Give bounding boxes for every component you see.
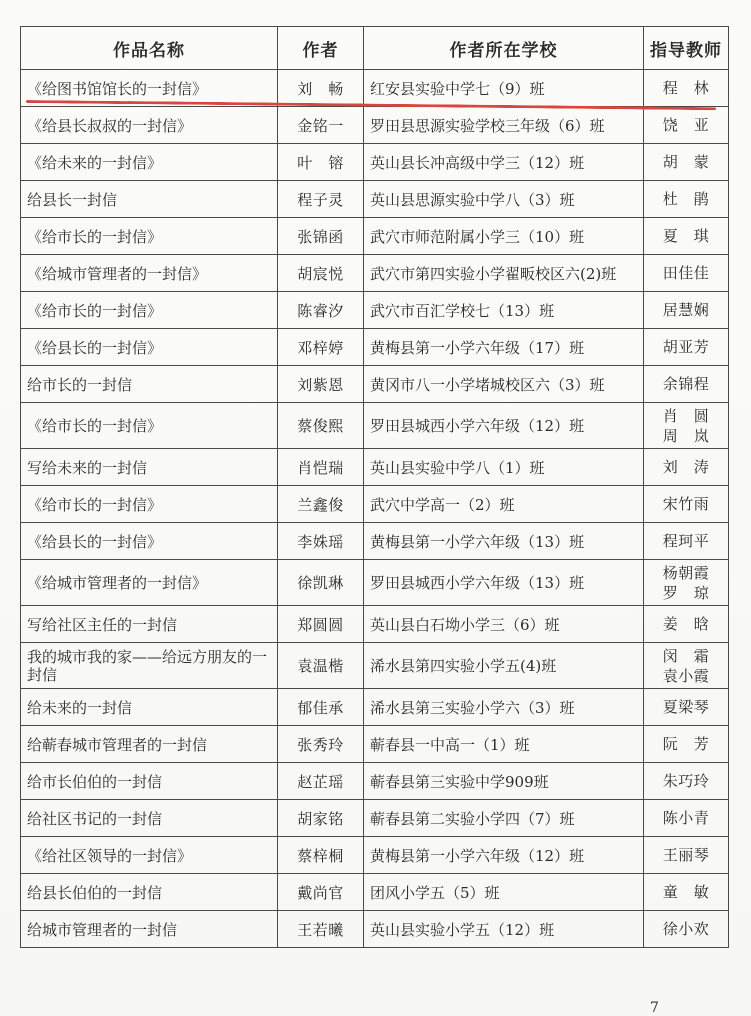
cell-title: 《给未来的一封信》 xyxy=(21,144,278,181)
table-row xyxy=(21,486,729,523)
cell-title: 《给图书馆馆长的一封信》 xyxy=(21,70,278,107)
cell-title: 给县长一封信 xyxy=(21,181,278,218)
teacher-name: 周 岚 xyxy=(662,426,710,445)
cell-author: 张秀玲 xyxy=(278,726,364,763)
header-title: 作品名称 xyxy=(21,27,278,70)
teacher-name: 程珂平 xyxy=(662,532,710,550)
cell-title: 给未来的一封信 xyxy=(21,689,278,726)
cell-author: 郑圆圆 xyxy=(278,606,364,643)
cell-title: 《给城市管理者的一封信》 xyxy=(21,255,278,292)
cell-author: 刘紫恩 xyxy=(278,366,364,403)
table-row xyxy=(21,763,729,800)
cell-school: 英山县思源实验中学八（3）班 xyxy=(364,181,644,218)
cell-school: 蕲春县第三实验中学909班 xyxy=(364,763,644,800)
table-row xyxy=(21,218,729,255)
cell-author: 赵芷瑶 xyxy=(278,763,364,800)
cell-teacher xyxy=(644,218,729,255)
table-row xyxy=(21,144,729,181)
cell-school: 英山县白石坳小学三（6）班 xyxy=(364,606,644,643)
cell-teacher xyxy=(644,366,729,403)
cell-teacher xyxy=(644,486,729,523)
cell-teacher xyxy=(644,606,729,643)
cell-school: 黄梅县第一小学六年级（12）班 xyxy=(364,837,644,874)
cell-school: 红安县实验中学七（9）班 xyxy=(364,70,644,107)
cell-teacher xyxy=(644,329,729,366)
teacher-name: 肖 圆 xyxy=(662,406,710,425)
header-author: 作者 xyxy=(278,27,364,70)
cell-author: 蔡俊熙 xyxy=(278,403,364,449)
teacher-name: 居慧娴 xyxy=(662,301,710,319)
teacher-name: 程 林 xyxy=(662,79,710,97)
cell-teacher xyxy=(644,107,729,144)
cell-school: 团风小学五（5）班 xyxy=(364,874,644,911)
cell-teacher xyxy=(644,911,729,948)
cell-teacher xyxy=(644,874,729,911)
cell-teacher xyxy=(644,560,729,606)
cell-school: 罗田县城西小学六年级（13）班 xyxy=(364,560,644,606)
cell-title: 给市长的一封信 xyxy=(21,366,278,403)
cell-author: 蔡梓桐 xyxy=(278,837,364,874)
table-row xyxy=(21,689,729,726)
cell-school: 英山县实验小学五（12）班 xyxy=(364,911,644,948)
teacher-name: 罗 琼 xyxy=(662,583,710,602)
table-row xyxy=(21,726,729,763)
teacher-name: 夏梁琴 xyxy=(662,698,710,716)
table-row xyxy=(21,837,729,874)
cell-school: 浠水县第三实验小学六（3）班 xyxy=(364,689,644,726)
cell-teacher xyxy=(644,689,729,726)
cell-title: 给县长伯伯的一封信 xyxy=(21,874,278,911)
teacher-name: 夏 琪 xyxy=(662,227,710,245)
teacher-name: 胡亚芳 xyxy=(662,338,710,356)
header-teacher: 指导教师 xyxy=(644,27,729,70)
table-row xyxy=(21,606,729,643)
teacher-name: 王丽琴 xyxy=(662,846,710,864)
cell-teacher xyxy=(644,144,729,181)
teacher-name: 童 敏 xyxy=(662,883,710,901)
table-row xyxy=(21,874,729,911)
cell-school: 武穴市师范附属小学三（10）班 xyxy=(364,218,644,255)
table-body xyxy=(21,70,729,948)
cell-author: 张锦函 xyxy=(278,218,364,255)
cell-teacher xyxy=(644,181,729,218)
cell-teacher xyxy=(644,255,729,292)
cell-title: 给社区书记的一封信 xyxy=(21,800,278,837)
cell-school: 黄梅县第一小学六年级（13）班 xyxy=(364,523,644,560)
cell-school: 浠水县第四实验小学五(4)班 xyxy=(364,643,644,689)
cell-school: 武穴市第四实验小学翟畈校区六(2)班 xyxy=(364,255,644,292)
teacher-name: 阮 芳 xyxy=(662,735,710,753)
table-row xyxy=(21,800,729,837)
teacher-name: 袁小霞 xyxy=(662,666,710,685)
cell-teacher xyxy=(644,449,729,486)
teacher-name: 饶 亚 xyxy=(662,116,710,134)
cell-teacher xyxy=(644,70,729,107)
cell-author: 袁温楷 xyxy=(278,643,364,689)
table-row xyxy=(21,255,729,292)
table-row xyxy=(21,560,729,606)
teacher-name: 杜 鹃 xyxy=(662,190,710,208)
cell-author: 邓梓婷 xyxy=(278,329,364,366)
cell-author: 叶 镕 xyxy=(278,144,364,181)
table-row xyxy=(21,366,729,403)
table-row xyxy=(21,643,729,689)
cell-title: 《给市长的一封信》 xyxy=(21,403,278,449)
cell-title: 我的城市我的家——给远方朋友的一封信 xyxy=(21,643,278,689)
cell-school: 武穴中学高一（2）班 xyxy=(364,486,644,523)
teacher-name: 闵 霜 xyxy=(662,646,710,665)
cell-author: 戴尚官 xyxy=(278,874,364,911)
cell-teacher xyxy=(644,292,729,329)
cell-author: 程子灵 xyxy=(278,181,364,218)
cell-school: 蕲春县第二实验小学四（7）班 xyxy=(364,800,644,837)
cell-author: 肖恺瑞 xyxy=(278,449,364,486)
cell-school: 武穴市百汇学校七（13）班 xyxy=(364,292,644,329)
cell-teacher xyxy=(644,763,729,800)
cell-teacher xyxy=(644,403,729,449)
cell-author: 胡宸悦 xyxy=(278,255,364,292)
teacher-name: 杨朝霞 xyxy=(662,563,710,582)
cell-author: 郁佳承 xyxy=(278,689,364,726)
table-row xyxy=(21,523,729,560)
cell-school: 英山县实验中学八（1）班 xyxy=(364,449,644,486)
cell-title: 写给未来的一封信 xyxy=(21,449,278,486)
cell-teacher xyxy=(644,800,729,837)
cell-title: 《给县长叔叔的一封信》 xyxy=(21,107,278,144)
teacher-name: 余锦程 xyxy=(662,375,710,393)
cell-title: 给城市管理者的一封信 xyxy=(21,911,278,948)
cell-author: 兰鑫俊 xyxy=(278,486,364,523)
table-row xyxy=(21,403,729,449)
cell-teacher xyxy=(644,523,729,560)
cell-title: 写给社区主任的一封信 xyxy=(21,606,278,643)
cell-title: 《给县长的一封信》 xyxy=(21,523,278,560)
cell-title: 《给市长的一封信》 xyxy=(21,486,278,523)
table-header-row xyxy=(21,27,729,70)
cell-title: 《给市长的一封信》 xyxy=(21,292,278,329)
table-row xyxy=(21,911,729,948)
teacher-name: 田佳佳 xyxy=(662,264,710,282)
cell-title: 《给社区领导的一封信》 xyxy=(21,837,278,874)
cell-title: 《给城市管理者的一封信》 xyxy=(21,560,278,606)
teacher-name: 陈小青 xyxy=(662,809,710,827)
header-school: 作者所在学校 xyxy=(364,27,644,70)
teacher-name: 姜 晗 xyxy=(662,615,710,633)
cell-school: 蕲春县一中高一（1）班 xyxy=(364,726,644,763)
cell-author: 王若曦 xyxy=(278,911,364,948)
table-row xyxy=(21,107,729,144)
teacher-name: 胡 蒙 xyxy=(662,153,710,171)
cell-school: 罗田县思源实验学校三年级（6）班 xyxy=(364,107,644,144)
cell-teacher xyxy=(644,837,729,874)
table-row xyxy=(21,449,729,486)
cell-author: 徐凯琳 xyxy=(278,560,364,606)
cell-author: 胡家铭 xyxy=(278,800,364,837)
page-number: 7 xyxy=(650,1000,659,1016)
cell-teacher xyxy=(644,726,729,763)
cell-author: 刘 畅 xyxy=(278,70,364,107)
cell-school: 黄冈市八一小学堵城校区六（3）班 xyxy=(364,366,644,403)
cell-author: 陈睿汐 xyxy=(278,292,364,329)
cell-school: 英山县长冲高级中学三（12）班 xyxy=(364,144,644,181)
teacher-name: 宋竹雨 xyxy=(662,495,710,513)
teacher-name: 朱巧玲 xyxy=(662,772,710,790)
cell-teacher xyxy=(644,643,729,689)
cell-school: 黄梅县第一小学六年级（17）班 xyxy=(364,329,644,366)
award-roster-table xyxy=(20,26,729,948)
teacher-name: 徐小欢 xyxy=(662,920,710,938)
cell-school: 罗田县城西小学六年级（12）班 xyxy=(364,403,644,449)
table-row xyxy=(21,181,729,218)
cell-author: 李姝瑶 xyxy=(278,523,364,560)
table-row xyxy=(21,292,729,329)
cell-title: 给市长伯伯的一封信 xyxy=(21,763,278,800)
table-row xyxy=(21,329,729,366)
teacher-name: 刘 涛 xyxy=(662,458,710,476)
cell-author: 金铭一 xyxy=(278,107,364,144)
cell-title: 《给市长的一封信》 xyxy=(21,218,278,255)
cell-title: 给蕲春城市管理者的一封信 xyxy=(21,726,278,763)
cell-title: 《给县长的一封信》 xyxy=(21,329,278,366)
